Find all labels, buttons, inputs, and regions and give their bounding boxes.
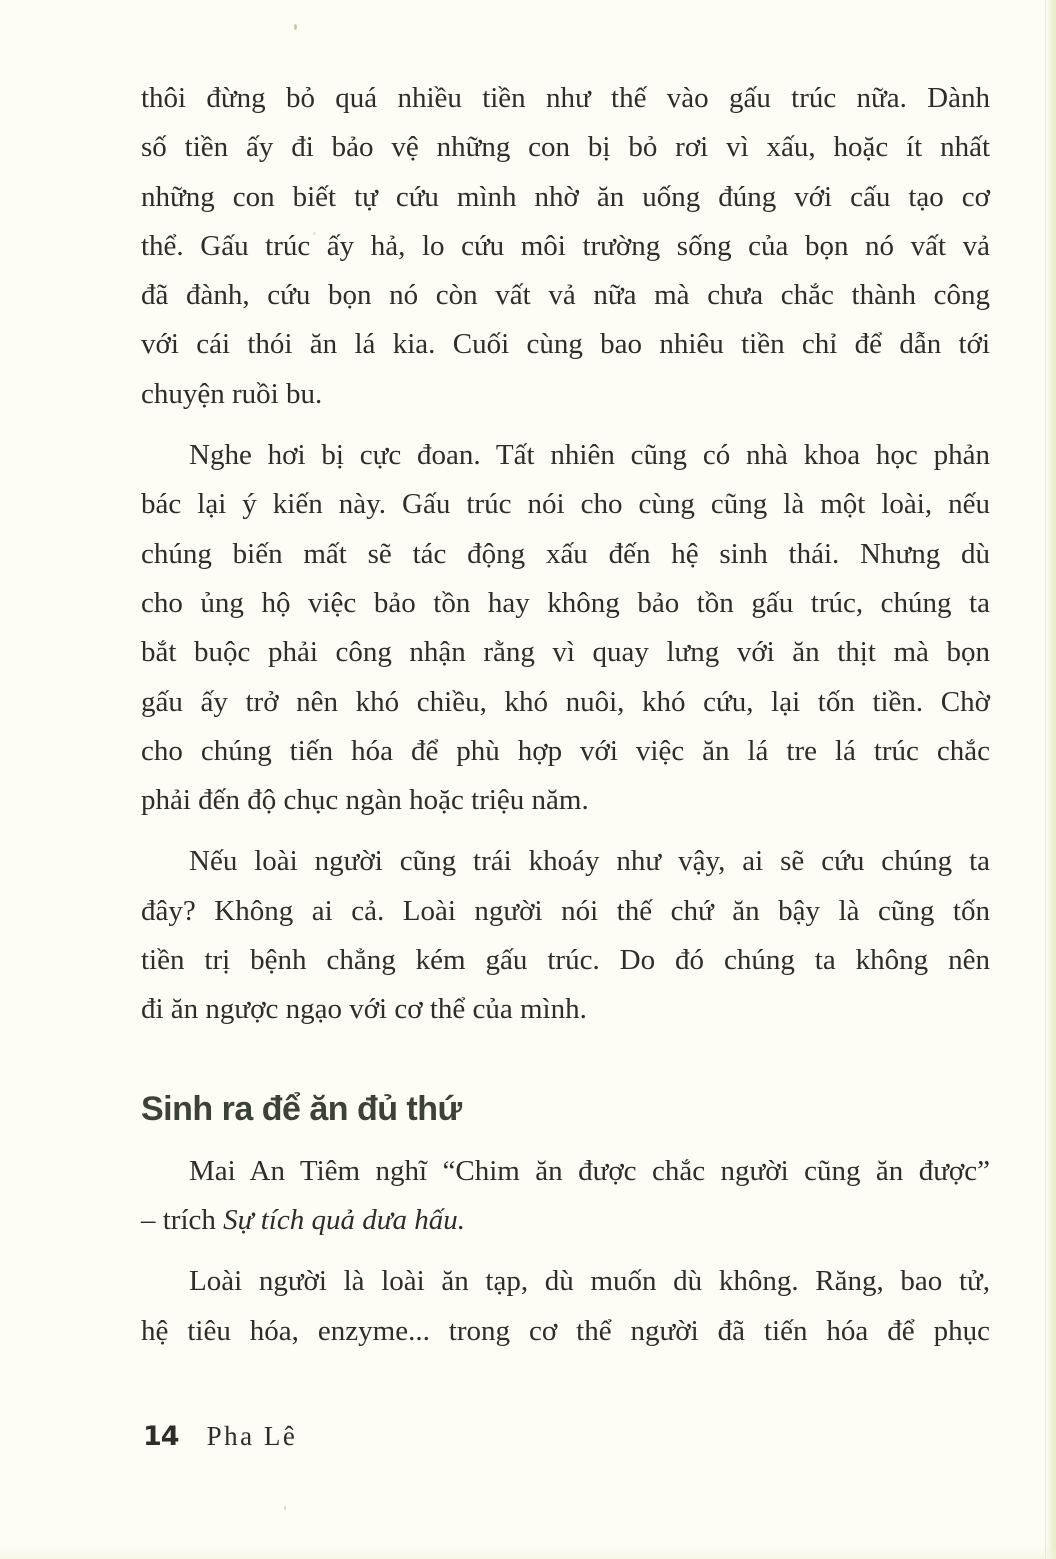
attribution-book-title: Sự tích quả dưa hấu. — [223, 1203, 466, 1236]
text-line: bác lại ý kiến này. Gấu trúc nói cho cùng cũng là một loài, nếu — [141, 488, 990, 521]
page-text-block — [141, 74, 990, 1368]
scan-speck — [284, 1506, 286, 1510]
text-line: đây? Không ai cả. Loài người nói thế chứ ăn bậy là cũng tốn — [141, 894, 990, 927]
text-line: đã đành, cứu bọn nó còn vất vả nữa mà chưa chắc thành công — [141, 279, 990, 312]
text-line: phải đến độ chục ngàn hoặc triệu năm. — [141, 784, 589, 817]
text-line: gấu ấy trở nên khó chiều, khó nuôi, khó cứu, lại tốn tiền. Chờ — [141, 685, 990, 718]
text-line: Nghe hơi bị cực đoan. Tất nhiên cũng có nhà khoa học phản — [189, 439, 990, 472]
text-line: Mai An Tiêm nghĩ “Chim ăn được chắc người cũng ăn được” — [189, 1154, 990, 1187]
text-line: Loài người là loài ăn tạp, dù muốn dù không. Răng, bao tử, — [189, 1265, 990, 1298]
text-line: những con biết tự cứu mình nhờ ăn uống đúng với cấu tạo cơ — [141, 180, 990, 213]
text-line: cho ủng hộ việc bảo tồn hay không bảo tồn gấu trúc, chúng ta — [141, 586, 990, 619]
text-line: bắt buộc phải công nhận rằng vì quay lưng với ăn thịt mà bọn — [141, 636, 990, 669]
text-line: số tiền ấy đi bảo vệ những con bị bỏ rơi vì xấu, hoặc ít nhất — [141, 131, 990, 164]
author-name: Pha Lê — [206, 1421, 298, 1451]
scan-speck — [294, 24, 297, 30]
paragraph — [141, 837, 990, 1034]
section-heading: Sinh ra để ăn đủ thứ — [141, 1089, 462, 1128]
text-line: thể. Gấu trúc ấy hả, lo cứu môi trường sống của bọn nó vất vả — [141, 229, 990, 262]
text-line: hệ tiêu hóa, enzyme... trong cơ thể người đã tiến hóa để phục — [141, 1314, 990, 1347]
page-footer — [143, 1421, 297, 1452]
text-line: cho chúng tiến hóa để phù hợp với việc ăn lá tre lá trúc chắc — [141, 734, 990, 767]
text-line — [141, 1196, 990, 1245]
text-line: thôi đừng bỏ quá nhiều tiền như thế vào gấu trúc nữa. Dành — [141, 82, 990, 114]
text-line: chuyện ruồi bu. — [141, 377, 323, 410]
text-line: chúng biến mất sẽ tác động xấu đến hệ sinh thái. Nhưng dù — [141, 537, 990, 570]
paragraph — [141, 1147, 990, 1246]
paragraph — [141, 1257, 990, 1356]
paragraph — [141, 74, 990, 419]
attribution-prefix: – trích — [141, 1203, 224, 1236]
text-line: với cái thói ăn lá kia. Cuối cùng bao nhiêu tiền chỉ để dẫn tới — [141, 328, 990, 361]
text-line: Nếu loài người cũng trái khoáy như vậy, ai sẽ cứu chúng ta — [189, 845, 990, 878]
paragraph — [141, 431, 990, 825]
scan-edge-band — [1045, 0, 1056, 1559]
text-line: tiền trị bệnh chẳng kém gấu trúc. Do đó chúng ta không nên — [141, 944, 990, 977]
text-line: đi ăn ngược ngạo với cơ thể của mình. — [141, 993, 587, 1026]
page-number: 14 — [143, 1421, 179, 1452]
scan-bottom-shade — [0, 1545, 1056, 1559]
